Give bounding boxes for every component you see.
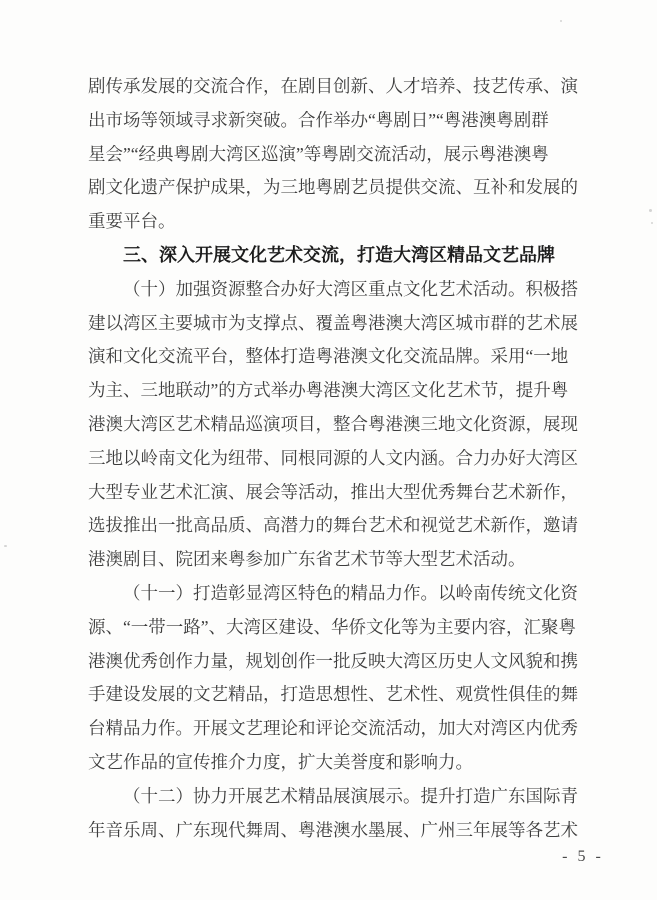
text-line: 港澳剧目、院团来粤参加广东省艺术节等大型艺术活动。: [88, 549, 526, 570]
text-line: 源、“一带一路”、大湾区建设、华侨文化等为主要内容，汇聚粤: [88, 616, 577, 637]
section-heading: 三、深入开展文化艺术交流，打造大湾区精品文艺品牌: [123, 244, 555, 265]
text-line: 为主、三地联动”的方式举办粤港澳大湾区文化艺术节，提升粤: [88, 380, 569, 401]
text-line: 三地以岭南文化为纽带、同根同源的人文内涵。合力办好大湾区: [88, 447, 578, 468]
text-line: 星会”“经典粤剧大湾区巡演”等粤剧交流活动，展示粤港澳粤: [88, 143, 549, 164]
text-line: 大型专业艺术汇演、展会等活动，推出大型优秀舞台艺术新作，: [88, 481, 578, 502]
text-line: 台精品力作。开展文艺理论和评论交流活动，加大对湾区内优秀: [88, 718, 578, 739]
page-number: - 5 -: [562, 848, 604, 865]
text-line: 剧文化遗产保护成果，为三地粤剧艺员提供交流、互补和发展的: [88, 177, 578, 198]
scan-speckle: [560, 20, 562, 22]
text-line: 重要平台。: [88, 211, 176, 232]
document-body: [88, 70, 581, 847]
text-line: （十一）打造彰显湾区特色的精品力作。以岭南传统文化资: [123, 582, 578, 603]
text-line: 出市场等领域寻求新突破。合作举办“粤剧日”“粤港澳粤剧群: [88, 109, 549, 130]
text-line: 选拔推出一批高品质、高潜力的舞台艺术和视觉艺术新作，邀请: [88, 515, 578, 536]
text-line: 年音乐周、广东现代舞周、粤港澳水墨展、广州三年展等各艺术: [88, 819, 578, 840]
text-line: 建以湾区主要城市为支撑点、覆盖粤港澳大湾区城市群的艺术展: [88, 312, 578, 333]
text-line: 文艺作品的宣传推介力度，扩大美誉度和影响力。: [88, 751, 473, 772]
scan-speckle: [649, 209, 652, 212]
scan-speckle: [651, 222, 653, 224]
text-line: 剧传承发展的交流合作，在剧目创新、人才培养、技艺传承、演: [88, 76, 578, 96]
text-line: 港澳大湾区艺术精品巡演项目，整合粤港澳三地文化资源，展现: [88, 413, 578, 434]
text-line: 港澳优秀创作力量，规划创作一批反映大湾区历史人文风貌和携: [88, 650, 578, 671]
text-line: 手建设发展的文艺精品，打造思想性、艺术性、观赏性俱佳的舞: [88, 684, 578, 705]
text-line: （十）加强资源整合办好大湾区重点文化艺术活动。积极搭: [123, 278, 578, 299]
text-line: （十二）协力开展艺术精品展演展示。提升打造广东国际青: [123, 785, 578, 806]
scan-speckle: [4, 545, 7, 547]
text-line: 演和文化交流平台，整体打造粤港澳文化交流品牌。采用“一地: [88, 346, 569, 367]
